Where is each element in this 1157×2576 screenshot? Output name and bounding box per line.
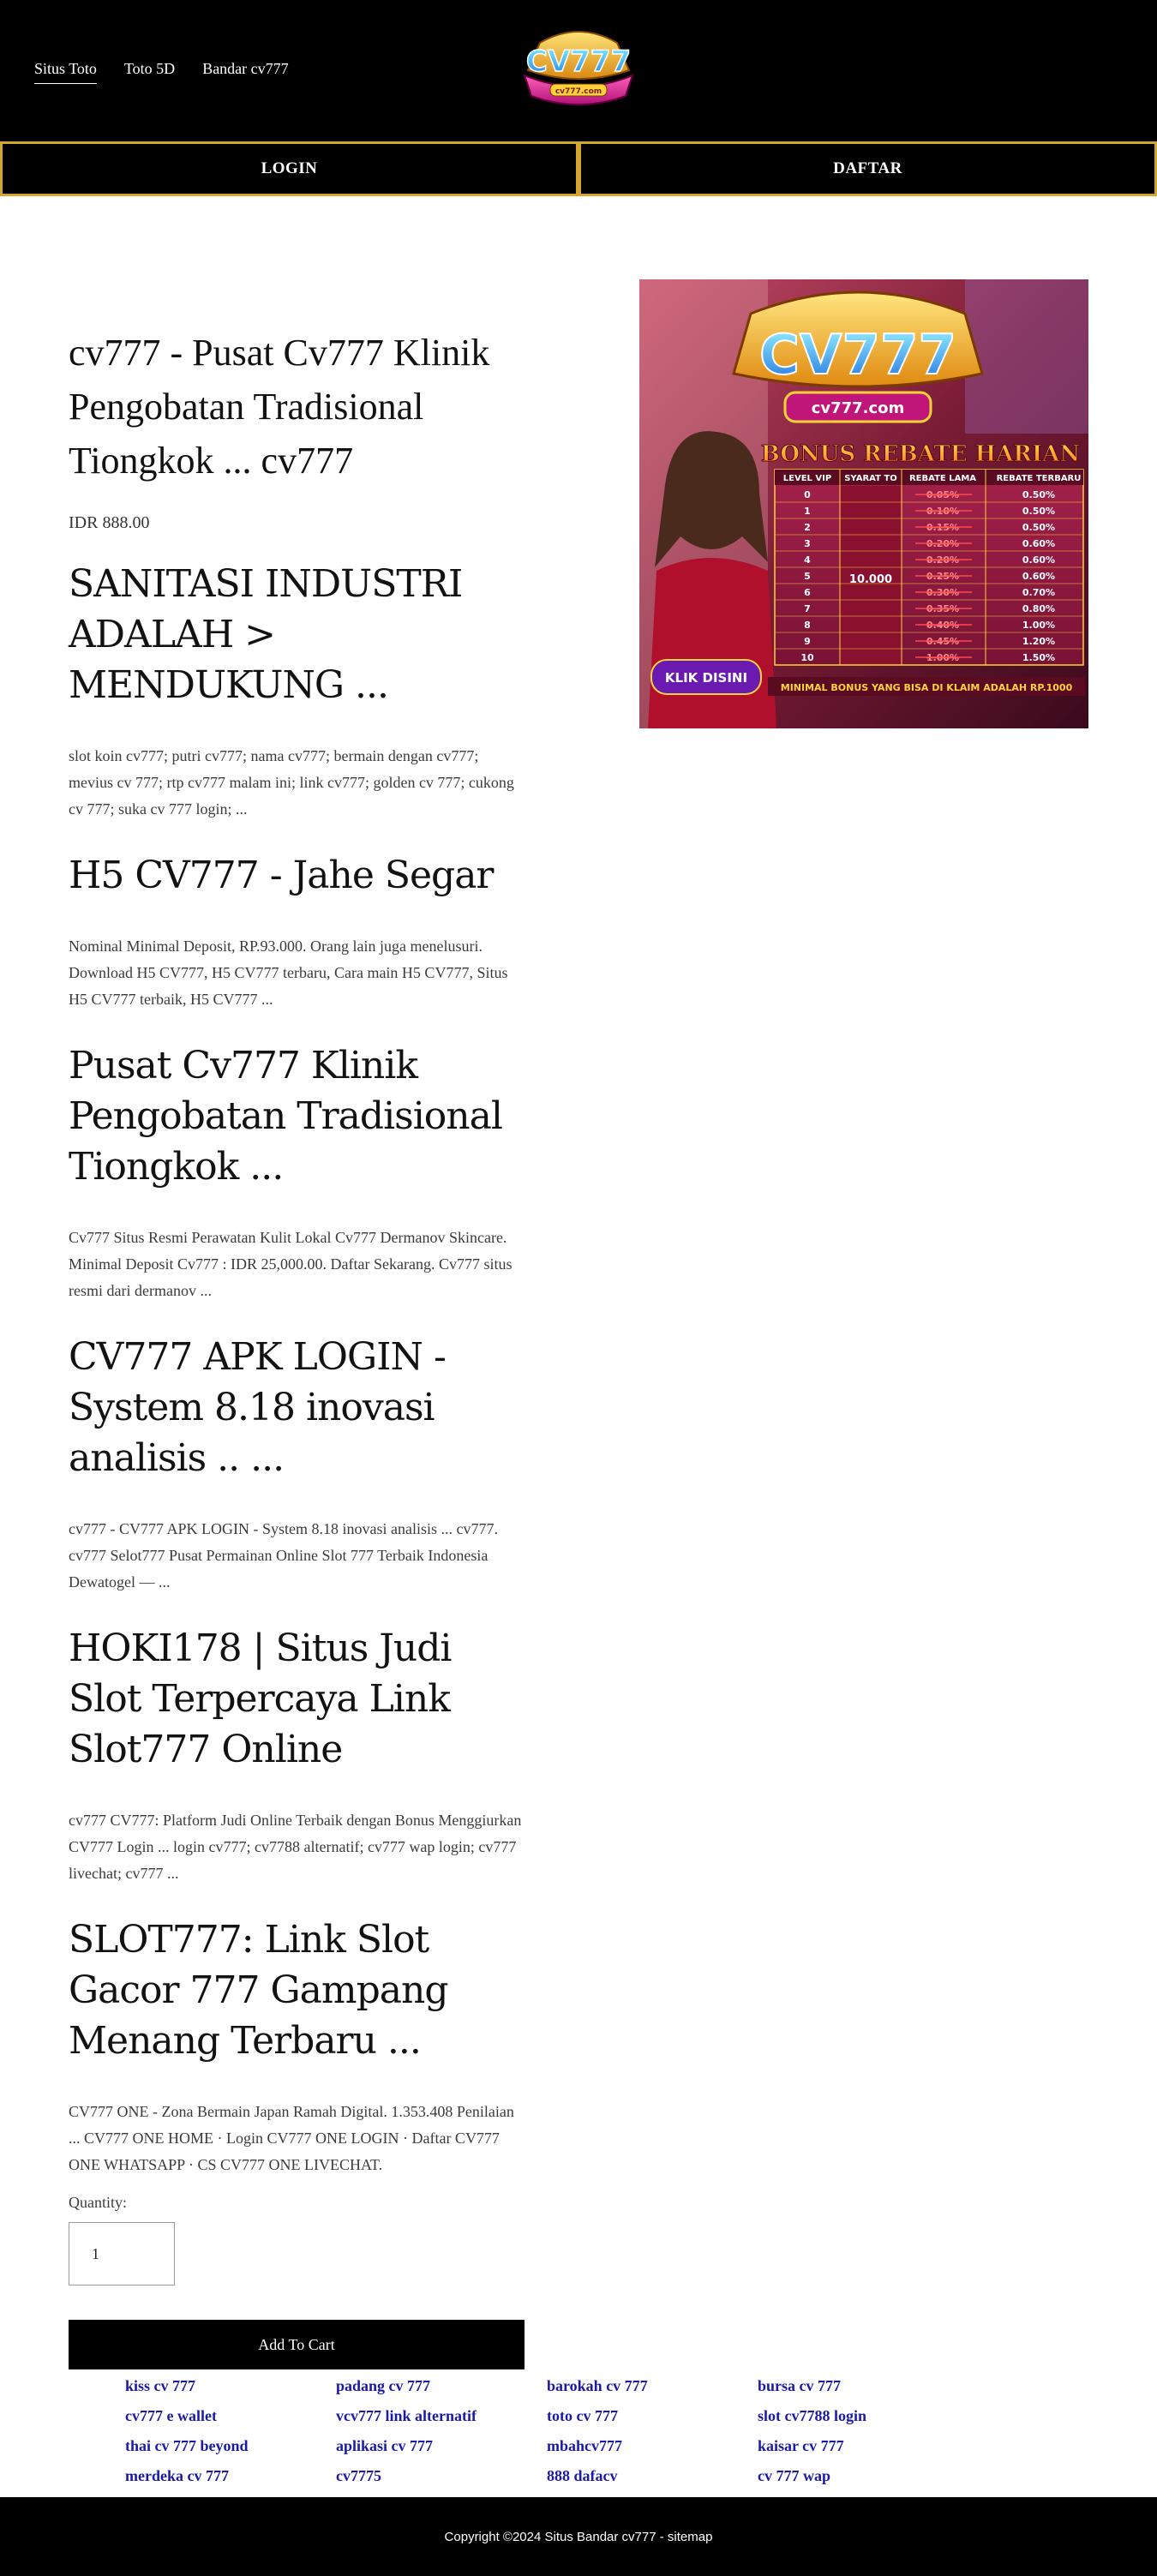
section-body: CV777 ONE - Zona Bermain Japan Ramah Digital. 1.353.408 Penilaian ... CV777 ONE HOME · Login CV777 ONE LOGIN · Daftar CV777 ONE WHATSAPP · CS CV777 ONE LIVECHAT.	[69, 2103, 514, 2173]
related-link[interactable]: cv7775	[336, 2467, 381, 2484]
related-link[interactable]: barokah cv 777	[547, 2377, 648, 2394]
rebate-level: 3	[804, 538, 811, 549]
rebate-new: 0.60%	[1022, 554, 1056, 566]
section-heading: SLOT777: Link Slot Gacor 777 Gampang Menang Terbaru ...	[69, 1918, 448, 2063]
rebate-new: 0.50%	[1022, 489, 1056, 500]
related-link[interactable]: cv777 e wallet	[125, 2407, 217, 2424]
content-section	[69, 1332, 525, 1596]
section-heading: HOKI178 | Situs Judi Slot Terpercaya Link Slot777 Online	[69, 1626, 452, 1771]
section-body: slot koin cv777; putri cv777; nama cv777; bermain dengan cv777; mevius cv 777; rtp cv777 malam ini; link cv777; golden cv 777; cukong cv 777; suka cv 777 login; ...	[69, 747, 514, 818]
nav-item-situs-toto[interactable]: Situs Toto	[34, 60, 97, 84]
content-section	[69, 559, 525, 823]
rebate-old: 1.00%	[926, 652, 960, 663]
section-heading: H5 CV777 - Jahe Segar	[69, 854, 494, 897]
rebate-level: 9	[804, 636, 811, 647]
logo-wordmark: CV777	[525, 45, 632, 79]
svg-text:CV777: CV777	[758, 324, 957, 387]
logo-domain: cv777.com	[555, 87, 602, 96]
product-info	[69, 326, 525, 2369]
related-link[interactable]: merdeka cv 777	[125, 2467, 229, 2484]
content-section	[69, 1914, 525, 2178]
related-link[interactable]: toto cv 777	[547, 2407, 618, 2424]
rebate-table	[775, 470, 1083, 665]
rebate-new: 1.00%	[1022, 620, 1056, 631]
quantity-label: Quantity:	[69, 2194, 127, 2211]
col-header: REBATE TERBARU	[996, 474, 1082, 483]
site-header	[0, 0, 1157, 141]
rebate-new: 0.50%	[1022, 522, 1056, 533]
banner-footer-text: MINIMAL BONUS YANG BISA DI KLAIM ADALAH RP.1000	[780, 682, 1073, 693]
rebate-level: 7	[804, 603, 811, 614]
login-button[interactable]: LOGIN	[0, 141, 578, 196]
svg-text:KLIK DISINI: KLIK DISINI	[664, 670, 748, 686]
rebate-level: 6	[804, 587, 811, 598]
rebate-level: 0	[804, 489, 811, 500]
rebate-old: 0.05%	[926, 489, 960, 500]
rebate-level: 1	[804, 506, 811, 517]
related-link[interactable]: 888 dafacv	[547, 2467, 618, 2484]
rebate-new: 1.50%	[1022, 652, 1056, 663]
section-body: cv777 CV777: Platform Judi Online Terbaik dengan Bonus Menggiurkan CV777 Login ... login cv777; cv7788 alternatif; cv777 wap login; cv777 livechat; cv777 ...	[69, 1812, 522, 1882]
related-link[interactable]: thai cv 777 beyond	[125, 2437, 249, 2454]
syarat-value: 10.000	[848, 573, 893, 586]
promo-banner[interactable]	[639, 279, 1088, 728]
related-link[interactable]: slot cv7788 login	[758, 2407, 867, 2424]
col-header: LEVEL VIP	[782, 474, 832, 483]
related-links	[125, 2374, 1068, 2489]
related-link[interactable]: padang cv 777	[336, 2377, 431, 2394]
col-header: SYARAT TO	[844, 474, 897, 483]
rebate-old: 0.45%	[926, 636, 960, 647]
related-link[interactable]: aplikasi cv 777	[336, 2437, 434, 2454]
rebate-level: 8	[804, 620, 811, 631]
rebate-new: 1.20%	[1022, 636, 1056, 647]
rebate-level: 10	[800, 652, 814, 663]
content-section	[69, 850, 525, 1013]
related-link[interactable]: cv 777 wap	[758, 2467, 830, 2484]
section-heading: SANITASI INDUSTRI ADALAH > MENDUKUNG ...	[69, 562, 463, 707]
site-logo[interactable]	[514, 24, 643, 117]
rebate-old: 0.20%	[926, 554, 960, 566]
related-link[interactable]: mbahcv777	[547, 2437, 623, 2454]
rebate-new: 0.50%	[1022, 506, 1056, 517]
col-header: REBATE LAMA	[908, 474, 977, 483]
content-section	[69, 1040, 525, 1304]
rebate-old: 0.25%	[926, 571, 960, 582]
rebate-old: 0.35%	[926, 603, 960, 614]
rebate-title: BONUS REBATE HARIAN	[760, 441, 1081, 467]
rebate-level: 2	[804, 522, 811, 533]
content-section	[69, 1623, 525, 1887]
add-to-cart-button[interactable]: Add To Cart	[69, 2320, 525, 2369]
related-link[interactable]: vcv777 link alternatif	[336, 2407, 477, 2424]
svg-text:cv777.com: cv777.com	[811, 399, 905, 417]
rebate-old: 0.15%	[926, 522, 960, 533]
rebate-new: 0.70%	[1022, 587, 1056, 598]
section-body: Nominal Minimal Deposit, RP.93.000. Orang lain juga menelusuri. Download H5 CV777, H5 CV777 terbaru, Cara main H5 CV777, Situs H5 CV777 terbaik, H5 CV777 ...	[69, 938, 508, 1008]
section-heading: CV777 APK LOGIN - System 8.18 inovasi analisis .. ...	[69, 1335, 446, 1480]
related-link[interactable]: kiss cv 777	[125, 2377, 196, 2394]
register-button[interactable]: DAFTAR	[578, 141, 1157, 196]
copyright-text: Copyright ©2024 Situs Bandar cv777 - sitemap	[444, 2529, 713, 2544]
section-body: Cv777 Situs Resmi Perawatan Kulit Lokal Cv777 Dermanov Skincare. Minimal Deposit Cv777 : IDR 25,000.00. Daftar Sekarang. Cv777 situs resmi dari dermanov ...	[69, 1229, 513, 1299]
rebate-old: 0.20%	[926, 538, 960, 549]
nav-item-bandar-cv777[interactable]: Bandar cv777	[202, 60, 289, 77]
product-price: IDR 888.00	[69, 513, 150, 532]
rebate-new: 0.60%	[1022, 538, 1056, 549]
main-nav	[34, 60, 289, 84]
quantity-input[interactable]: 1	[69, 2222, 175, 2285]
rebate-old: 0.40%	[926, 620, 960, 631]
rebate-new: 0.80%	[1022, 603, 1056, 614]
related-link[interactable]: kaisar cv 777	[758, 2437, 844, 2454]
product-title: cv777 - Pusat Cv777 Klinik Pengobatan Tradisional Tiongkok ... cv777	[69, 332, 490, 482]
rebate-level: 4	[804, 554, 811, 566]
nav-item-toto-5d[interactable]: Toto 5D	[123, 60, 176, 77]
rebate-old: 0.30%	[926, 587, 960, 598]
rebate-new: 0.60%	[1022, 571, 1056, 582]
related-link[interactable]: bursa cv 777	[758, 2377, 842, 2394]
klik-disini-button[interactable]	[651, 660, 761, 694]
section-body: cv777 - CV777 APK LOGIN - System 8.18 inovasi analisis ... cv777. cv777 Selot777 Pusat Permainan Online Slot 777 Terbaik Indonesia Dewatogel — ...	[69, 1520, 498, 1591]
section-heading: Pusat Cv777 Klinik Pengobatan Tradisional Tiongkok ...	[69, 1044, 502, 1189]
site-footer	[0, 2497, 1157, 2576]
rebate-old: 0.10%	[926, 506, 960, 517]
rebate-level: 5	[804, 571, 811, 582]
auth-bar	[0, 141, 1157, 196]
